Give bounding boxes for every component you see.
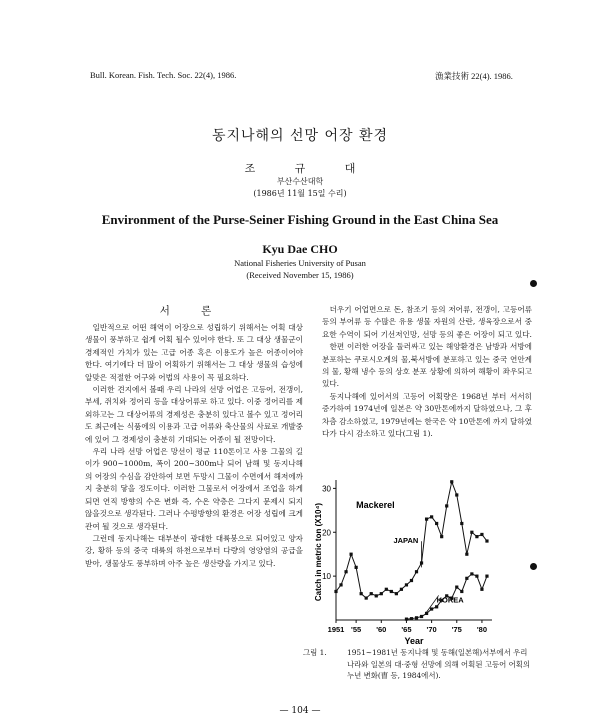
data-point-japan xyxy=(400,588,403,591)
data-point-japan xyxy=(460,522,463,525)
figure-label: 그림 1. xyxy=(303,648,327,657)
x-tick-label: '65 xyxy=(401,625,412,634)
paragraph: 일반적으로 어떤 해역이 어장으로 성립하기 위해서는 어획 대상 생물이 풍부하고 쉽게 어획 될수 있어야 한다. 또 그 대상 생물군이 경제적인 가치가 있는 고급 어종 혹은 이용도가 높은 어종이어야 한다. 여기에다 더 많이 어획하기 위해서는 그 대상 생물의 습성에 알맞은 적절한 어구와 어법의 사용이 꼭 필요하다. xyxy=(85,323,303,382)
data-point-japan xyxy=(334,590,337,593)
data-point-korea xyxy=(470,572,473,575)
data-point-japan xyxy=(435,522,438,525)
binder-hole-icon xyxy=(530,280,537,287)
affiliation-english: National Fisheries University of Pusan xyxy=(234,258,366,268)
data-point-japan xyxy=(365,596,368,599)
data-point-japan xyxy=(339,583,342,586)
page-number: — 104 — xyxy=(279,706,321,716)
data-point-japan xyxy=(465,553,468,556)
x-tick-label: '55 xyxy=(351,625,362,634)
data-point-japan xyxy=(385,588,388,591)
data-point-korea xyxy=(425,612,428,615)
paragraph: 우리 나라 선망 어업은 망선이 평균 110톤이고 사용 그물의 길이가 900~1000m, 폭이 200~300m나 되어 남해 및 동지나해의 어장의 수심을 감안하여 보면 두망시 그물이 수면에서 해저에까지 충분히 닿을 정도이다. 이러한 그물로서 어장에서 조업을 하게되면 연직 방향의 수온 변화 즉, 수온 약층은 그다지 문제시 되지 않을것으로 생각된다. 그러나 수평방향의 환경은 어장 성립에 크게 관여 될 것으로 생각된다. xyxy=(85,447,303,531)
data-point-japan xyxy=(450,480,453,483)
figure-caption xyxy=(303,647,533,682)
data-point-japan xyxy=(349,553,352,556)
journal-citation-right: 漁業技術 22(4). 1986. xyxy=(435,71,513,81)
y-tick-label: 30 xyxy=(322,484,331,494)
data-point-japan xyxy=(344,570,347,573)
data-point-japan xyxy=(475,535,478,538)
data-point-japan xyxy=(480,533,483,536)
data-point-japan xyxy=(410,579,413,582)
data-point-japan xyxy=(445,504,448,507)
x-axis-label: Year xyxy=(404,636,424,646)
data-point-korea xyxy=(480,588,483,591)
figure-caption-text: 1951~1981년 동지나해 및 동해(일본해)서부에서 우리 나라와 일본의 대·중형 선망에 의해 어획된 고등어 어획의 누년 변화(曺 등, 1984에서). xyxy=(347,648,531,680)
title-english: Environment of the Purse-Seiner Fishing Ground in the East China Sea xyxy=(101,212,499,227)
chart-svg xyxy=(312,472,527,652)
data-point-korea xyxy=(455,585,458,588)
author-english: Kyu Dae CHO xyxy=(262,242,338,256)
data-point-korea xyxy=(460,590,463,593)
series-label-korea: KOREA xyxy=(436,595,464,605)
data-point-japan xyxy=(355,566,358,569)
paragraph: 동지나해에 있어서의 고등어 어획량은 1968년 부터 서서히 증가하여 1974년에 일본은 약 30만톤에까지 달하였으나, 그 후 차츰 감소하였고, 1979년에는 한국은 약 10만톤에 까지 달하였다가 다시 감소하고 있다(그림 1). xyxy=(322,391,532,439)
data-point-japan xyxy=(405,583,408,586)
received-date-korean: (1986년 11월 15일 수리) xyxy=(253,189,347,198)
data-point-korea xyxy=(485,575,488,578)
data-point-japan xyxy=(380,592,383,595)
data-point-japan xyxy=(425,517,428,520)
data-point-japan xyxy=(390,590,393,593)
y-tick-label: 20 xyxy=(322,528,331,538)
x-tick-label: 1951 xyxy=(327,625,345,634)
mackerel-catch-chart xyxy=(312,472,527,652)
x-tick-label: '75 xyxy=(451,625,462,634)
x-tick-label: '80 xyxy=(476,625,488,634)
section-heading-introduction: 서 론 xyxy=(159,305,226,317)
paragraph: 한편 이러한 어장을 둘러싸고 있는 해양환경은 남방과 서방에 분포하는 쿠로시오계의 물,북서방에 분포하고 있는 중국 연안계의 물, 황해 냉수 등의 상호 분포 상황에 의하여 해황이 좌우되고 있다. xyxy=(322,342,532,389)
title-korean: 동지나해의 선망 어장 환경 xyxy=(211,128,389,144)
data-point-japan xyxy=(470,531,473,534)
data-point-japan xyxy=(395,592,398,595)
data-point-japan xyxy=(440,535,443,538)
paragraph: 그런데 동지나해는 대부분이 광대한 대륙붕으로 되어있고 양자강, 황하 등의 중국 대륙의 하천으로부터 다량의 영양염의 공급을 받아, 생물상도 풍부하며 아주 높은 생산량을 가지고 있다. xyxy=(85,533,303,568)
data-point-korea xyxy=(405,618,408,621)
series-label-japan: JAPAN xyxy=(393,536,419,546)
x-tick-label: '60 xyxy=(376,625,387,634)
data-point-korea xyxy=(410,617,413,620)
right-column xyxy=(322,304,532,440)
binder-hole-icon xyxy=(530,563,537,570)
author-korean: 조 규 대 xyxy=(244,162,374,175)
data-point-korea xyxy=(465,577,468,580)
chart-title: Mackerel xyxy=(356,500,395,511)
data-point-korea xyxy=(435,605,438,608)
journal-citation-left: Bull. Korean. Fish. Tech. Soc. 22(4), 1986. xyxy=(90,70,237,80)
data-point-japan xyxy=(485,539,488,542)
paragraph: 더우기 어업면으로 돈, 참조기 등의 저어류, 전갱이, 고등어류 등의 부어류 등 수많은 유용 생물 자원의 산란, 생육장으로서 중요한 수역이 되어 기선저인망, 선망 등의 좋은 어장이 되고 있다. xyxy=(322,305,532,339)
data-point-korea xyxy=(420,615,423,618)
affiliation-korean: 부산수산대학 xyxy=(276,177,324,186)
data-point-japan xyxy=(415,570,418,573)
received-date-english: (Received November 15, 1986) xyxy=(246,270,354,280)
data-point-japan xyxy=(370,592,373,595)
data-point-korea xyxy=(415,616,418,619)
paragraph: 이러한 견지에서 볼때 우리 나라의 선망 어업은 고등어, 전갱이, 부세, 쥐치와 정어리 등을 대상어류로 하고 있다. 이중 정어리를 제외하고는 그 대상어류의 경제성은 충분히 있다고 볼수 있고 정어리도 최근에는 식품에의 이용과 고급 어류와 축산물의 사료로 개발중에 있어 그 경제성이 충분히 기대되는 어종이 될 전망이다. xyxy=(85,385,303,444)
data-point-japan xyxy=(360,592,363,595)
y-tick-label: 10 xyxy=(322,572,331,582)
data-point-korea xyxy=(430,607,433,610)
data-point-japan xyxy=(455,493,458,496)
x-tick-label: '70 xyxy=(426,625,437,634)
data-point-japan xyxy=(375,594,378,597)
data-point-japan xyxy=(430,515,433,518)
left-column xyxy=(85,322,303,570)
data-point-korea xyxy=(475,575,478,578)
y-axis-label: Catch in metric ton (X10⁴) xyxy=(314,502,323,602)
